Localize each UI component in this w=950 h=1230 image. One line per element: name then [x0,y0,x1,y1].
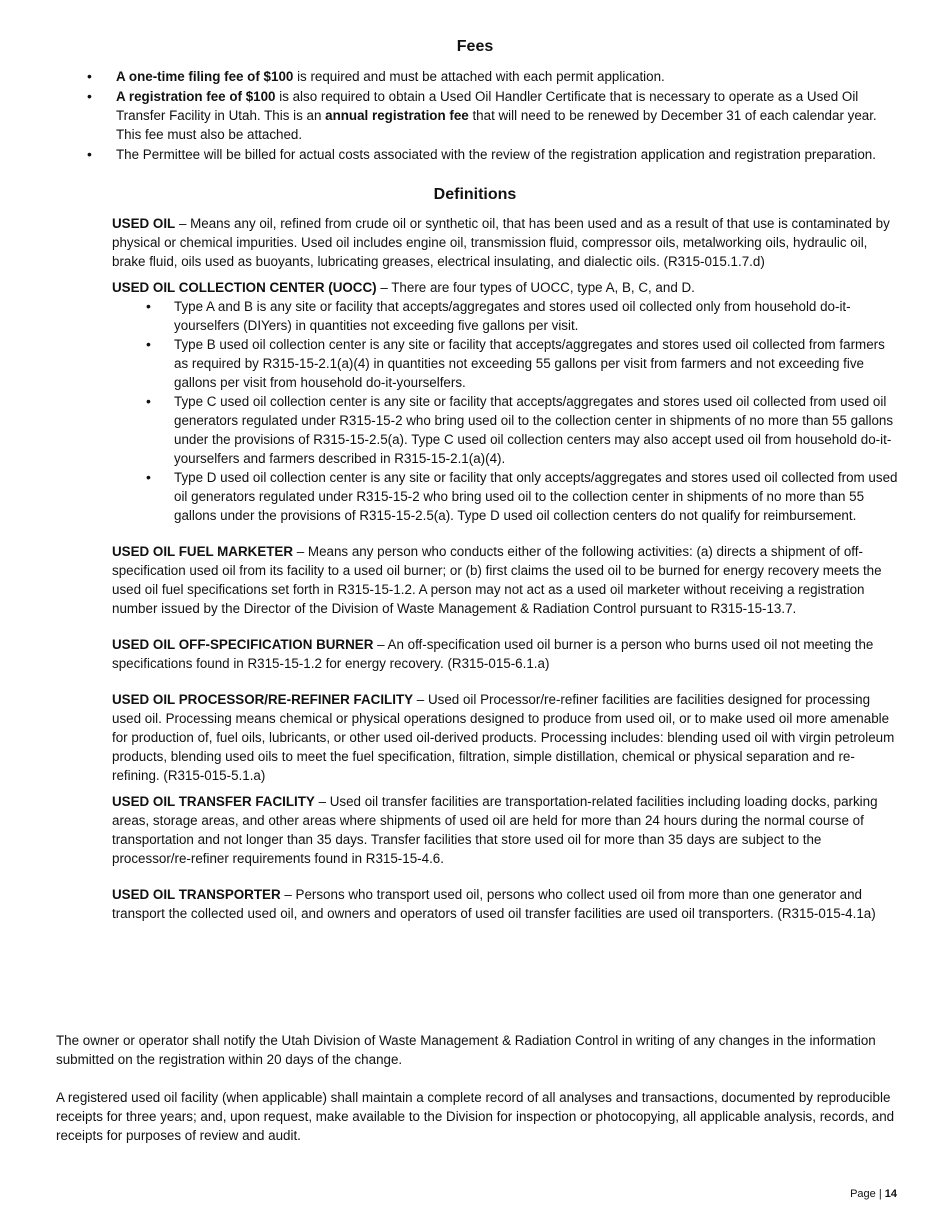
definition-text: – Used oil Processor/re-refiner facilities are facilities designed for processing used oil. Processing means chemical or physical operations designed to produce from used oil, or to make used oil more amenable for production of, fuel oils, lubricants, or other used oil-derived products. Processing includes: blending used oil with virgin petroleum products, blending used oils to meet the fuel specification, filtration, simple distillation, chemical or physical separation and re-refining. (R315-015-5.1.a) [112,692,895,783]
definition-term: USED OIL TRANSFER FACILITY [112,794,315,809]
fee-item-text: is also required to obtain a Used Oil Handler Certificate that is necessary to operate as a Used Oil Transfer Facility in Utah. This is an [116,89,859,123]
definition-text: – Means any person who conducts either of the following activities: (a) directs a shipment of off-specification used oil from its facility to a used oil burner; or (b) first claims the used oil to be burned for energy recovery meets the used oil fuel specifications set forth in R315-15-1.2. A person may not act as a used oil marketer without receiving a registration number issued by the Director of the Division of Waste Management & Radiation Control pursuant to R315-15-13.7. [112,544,882,616]
definition-text: – Persons who transport used oil, persons who collect used oil from more than one generator and transport the collected used oil, and owners and operators of used oil transfer facilities are used oil transporters. (R315-015-4.1a) [112,887,876,921]
uocc-type-item: • Type A and B is any site or facility that accepts/aggregates and stores used oil collected only from household do-it-yourselfers (DIYers) in quantities not exceeding five gallons per visit. [112,297,902,335]
fee-item-bold: annual registration fee [325,108,469,123]
fee-item-text: is required and must be attached with each permit application. [293,69,665,84]
definition-term: USED OIL PROCESSOR/RE-REFINER FACILITY [112,692,414,707]
page-footer [850,1185,897,1204]
uocc-type-item: • Type B used oil collection center is any site or facility that accepts/aggregates and stores used oil collected from farmers as required by R315-15-2.1(a)(4) in quantities not exceeding 55 gallons per visit from farmers and not exceeding five gallons per visit from household do-it-yourselfers. [112,335,902,392]
definition-text: – Used oil transfer facilities are transportation-related facilities including loading docks, parking areas, storage areas, and other areas where shipments of used oil are held for more than 24 hours during the normal course of transportation and not longer than 35 days. Transfer facilities that store used oil for more than 35 days are subject to the processor/re-refiner requirements found in R315-15-4.6. [112,794,878,866]
note-notification [56,1031,906,1069]
fee-item-text: The Permittee will be billed for actual costs associated with the review of the registration application and registration preparation. [116,147,876,162]
definition-text: – An off-specification used oil burner is a person who burns used oil not meeting the specifications found in R315-15-1.2 for energy recovery. (R315-015-6.1.a) [112,637,874,671]
definition-term: USED OIL FUEL MARKETER [112,544,294,559]
definition-term: USED OIL [112,216,176,231]
note-records [56,1088,906,1145]
definition-term: USED OIL TRANSPORTER [112,887,281,902]
definition-text: – Means any oil, refined from crude oil or synthetic oil, that has been used and as a result of that use is contaminated by physical or chemical impurities. Used oil includes engine oil, transmission fluid, compressor oils, metalworking oils, hydraulic oil, brake fluid, oils used as buoyants, lubricating greases, electrical insulating, and dialectic oils. (R315-015.1.7.d) [112,216,890,269]
fee-item-billing [0,145,950,164]
definition-processor [112,690,902,785]
definition-term: USED OIL COLLECTION CENTER (UOCC) [112,280,377,295]
fee-item-bold: A registration fee of $100 [116,89,276,104]
fees-list [0,67,950,165]
note-text: A registered used oil facility (when applicable) shall maintain a complete record of all analyses and transactions, documented by reproducible receipts for three years; and, upon request, make available to the Division for inspection or photocopying, all applicable analysis, records, and receipts for purposes of review and audit. [56,1090,895,1143]
definition-transfer-facility [112,792,902,868]
definitions-heading: Definitions [433,186,517,203]
definition-uocc [112,278,902,297]
page-label: Page | [850,1188,885,1200]
fees-heading: Fees [456,38,494,55]
definition-transporter [112,885,902,923]
note-text: The owner or operator shall notify the Utah Division of Waste Management & Radiation Control in writing of any changes in the information submitted on the registration within 20 days of the change. [56,1033,876,1067]
definition-term: USED OIL OFF-SPECIFICATION BURNER [112,637,374,652]
fee-item-registration [0,87,950,144]
fee-item-bold: A one-time filing fee of $100 [116,69,294,84]
uocc-type-item: • Type C used oil collection center is any site or facility that accepts/aggregates and stores used oil collected from used oil generators regulated under R315-15-2 who bring used oil to the collection center in shipments of no more than 55 gallons under the provisions of R315-15-2.5(a). Type C used oil collection centers may also accept used oil from household do-it-yourselfers and farmers described in R315-15-2.1(a)(4). [112,392,902,468]
page-number: 14 [884,1188,897,1200]
fee-item-filing [0,67,950,86]
uocc-type-item: • Type D used oil collection center is any site or facility that only accepts/aggregates and stores used oil collected from used oil generators regulated under R315-15-2 who bring used oil to the collection center in shipments of no more than 55 gallons under the provisions of R315-15-2.5(a). Type D used oil collection centers do not qualify for reimbursement. [112,468,902,525]
definition-text: – There are four types of UOCC, type A, B, C, and D. [376,280,695,295]
definition-fuel-marketer [112,542,902,618]
definitions-section [112,214,902,923]
definition-off-spec-burner [112,635,902,673]
definition-used-oil [112,214,902,271]
fee-item-text: that will need to be renewed by December 31 of each calendar year. This fee must also be attached. [116,108,877,142]
uocc-types-list [112,297,902,525]
